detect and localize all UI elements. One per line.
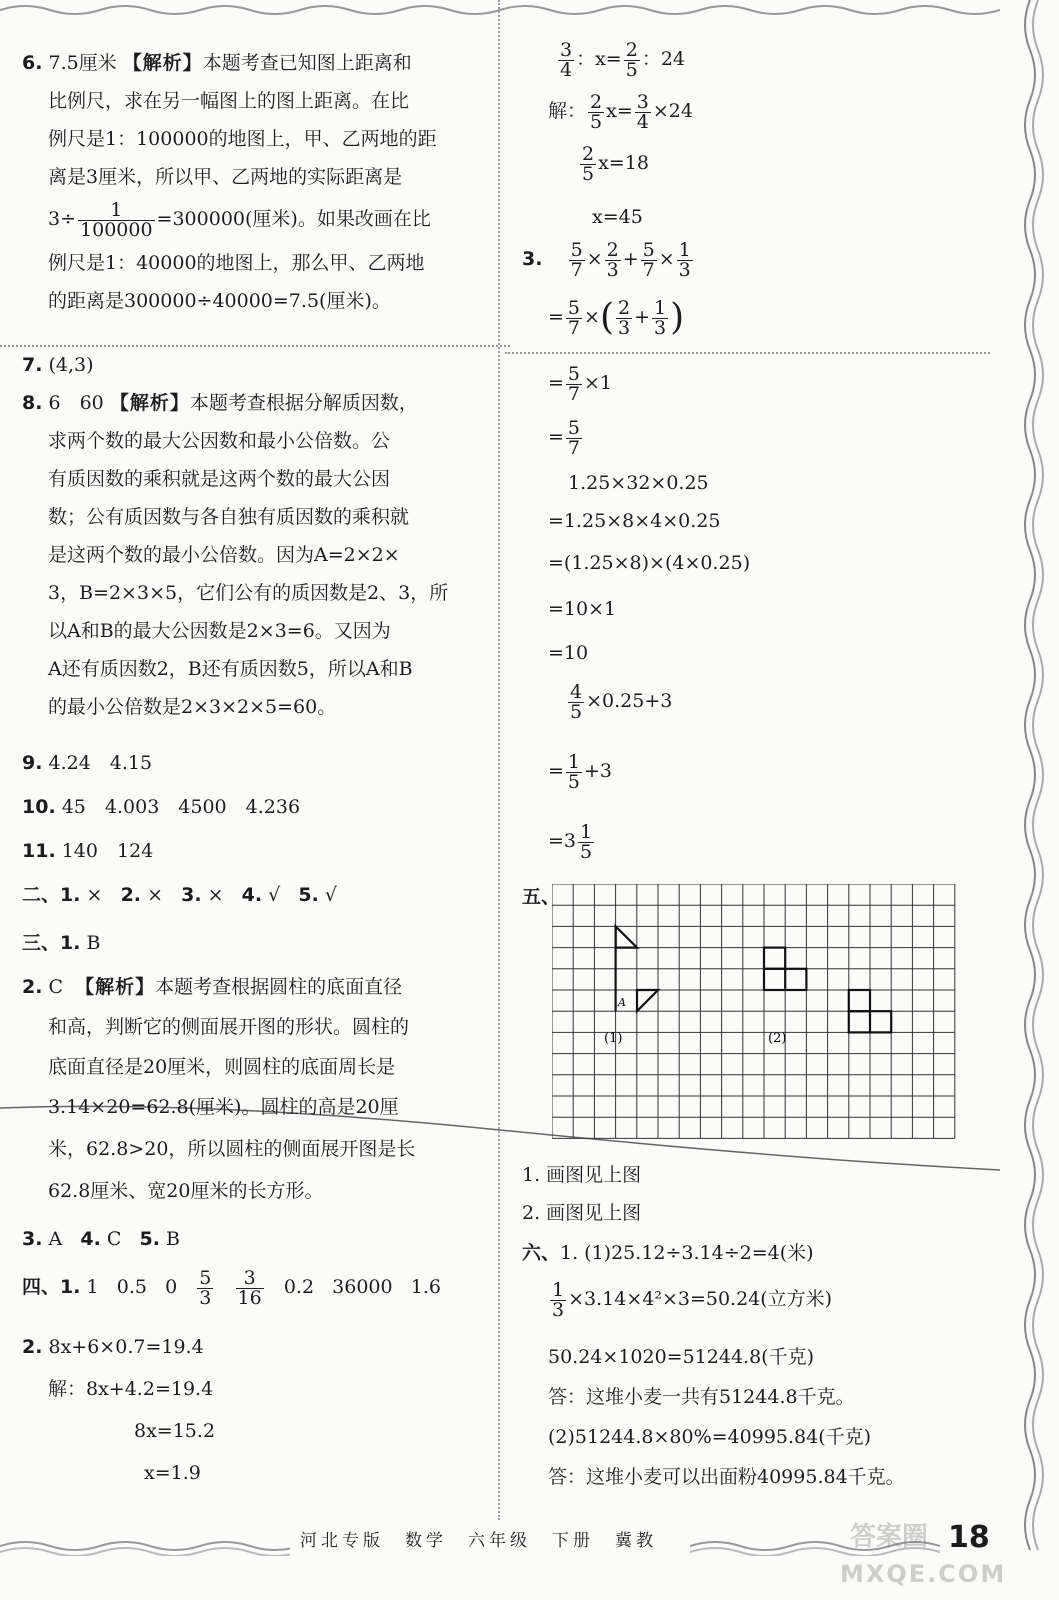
- section-divider-right: [505, 352, 990, 354]
- q3-step: = $\frac{5}{7}$: [548, 416, 581, 459]
- page-number: 18: [948, 1520, 990, 1555]
- s6-volume-line: $\frac{1}{3}$ ×3.14×4²×3=50.24(立方米): [552, 1278, 833, 1321]
- wavy-border-right: [990, 0, 1059, 1600]
- q3-expression: 3. $\frac{5}{7}$ × $\frac{2}{3}$ + $\frac{5}{7}$ × $\frac{1}{3}$: [522, 238, 691, 281]
- q6-line: 例尺是1：100000的地图上，甲、乙两地的距: [48, 128, 437, 150]
- q3-step: =10×1: [548, 598, 617, 620]
- q6-number: 6.: [22, 52, 43, 74]
- s5-answer-2: 2. 画图见上图: [522, 1202, 642, 1224]
- shape-1-upper: [616, 926, 637, 947]
- q3-step: $\frac{4}{5}$ ×0.25+3: [570, 680, 673, 723]
- s6-line: 50.24×1020=51244.8(千克): [548, 1346, 814, 1368]
- s3-line: 62.8厘米、宽20厘米的长方形。: [48, 1180, 324, 1202]
- q8-line: 的最小公倍数是2×3×2×5=60。: [48, 696, 337, 718]
- point-a-label: A: [618, 996, 626, 1009]
- q3-step: = $\frac{1}{5}$ +3: [548, 750, 613, 793]
- q11-number: 11.: [22, 840, 56, 862]
- proportion-line: $\frac{3}{4}$ ：x= $\frac{2}{5}$ ：24: [560, 38, 686, 81]
- wavy-border-top: [0, 0, 1000, 18]
- label-1: (1): [604, 1031, 623, 1046]
- grid-drawing: [552, 884, 972, 1144]
- q3-step: =(1.25×8)×(4×0.25): [548, 552, 751, 574]
- q6-line: 的距离是300000÷40000=7.5(厘米)。: [48, 290, 391, 312]
- s6-line: 答：这堆小麦可以出面粉40995.84千克。: [548, 1466, 905, 1488]
- proportion-step: $\frac{2}{5}$ x=18: [582, 142, 649, 185]
- section-5-label: 五、: [522, 886, 561, 908]
- s3-line: 3.14×20=62.8(厘米)。圆柱的高是20厘: [48, 1096, 399, 1118]
- s3-line: 和高，判断它的侧面展开图的形状。圆柱的: [48, 1016, 410, 1038]
- solution-step: x=1.9: [144, 1462, 201, 1484]
- q2-equation: 8x+6×0.7=19.4: [48, 1336, 204, 1358]
- shape-2-small: [764, 948, 785, 969]
- q3-step: = $\frac{5}{7}$ ×1: [548, 362, 613, 405]
- q10-answer: 45 4.003 4500 4.236: [61, 796, 301, 818]
- section-4: 四、1. 1 0.5 0 $\frac{5}{3}$ $\frac{3}{16}$ 0.2 36000 1.6: [22, 1266, 441, 1309]
- q11-answer: 140 124: [61, 840, 154, 862]
- solution-step: 8x=15.2: [134, 1420, 216, 1442]
- q9-number: 9.: [22, 752, 43, 774]
- q3-step: =3 $\frac{1}{5}$: [548, 820, 593, 863]
- q8-line: 数；公有质因数与各自独有质因数的乘积就: [48, 506, 410, 528]
- fraction: $\frac{1}{100000}$: [80, 198, 153, 241]
- s3-line: 米，62.8>20，所以圆柱的侧面展开图是长: [48, 1138, 416, 1160]
- q6-analysis-tag: 【解析】: [122, 52, 203, 74]
- q8-line: 是这两个数的最小公倍数。因为A=2×2×: [48, 544, 400, 566]
- q8-analysis-tag: 【解析】: [109, 392, 190, 414]
- section-2: 二、1. × 2. × 3. × 4. √ 5. √: [22, 884, 337, 906]
- q8-line: 有质因数的乘积就是这两个数的最大公因: [48, 468, 391, 490]
- q6-line: 本题考查已知图上距离和: [202, 52, 412, 74]
- solution-step: 解：8x+4.2=19.4: [48, 1378, 214, 1400]
- q6-line: 离是3厘米，所以甲、乙两地的实际距离是: [48, 166, 403, 188]
- watermark-url: MXQE.COM: [840, 1560, 1007, 1588]
- q6-answer: 7.5厘米: [48, 52, 117, 74]
- q3-step: = $\frac{5}{7}$ ×( $\frac{2}{3}$ + $\frac{1}{3}$ ): [548, 296, 685, 339]
- label-2: (2): [768, 1031, 787, 1046]
- wavy-border-bottom: [0, 1536, 290, 1556]
- q8-answer: 6 60: [48, 392, 104, 414]
- q8-line: 求两个数的最大公因数和最小公倍数。公: [48, 430, 391, 452]
- q3-step: =1.25×8×4×0.25: [548, 510, 721, 532]
- watermark-logo: 答案圈: [850, 1522, 929, 1552]
- q7-number: 7.: [22, 354, 43, 376]
- q10-number: 10.: [22, 796, 56, 818]
- footer: [0, 1508, 1059, 1600]
- q3-step: 1.25×32×0.25: [568, 472, 709, 494]
- shape-2-large: [849, 990, 870, 1011]
- q3-step: =10: [548, 642, 589, 664]
- shape-1-lower: [637, 990, 658, 1011]
- s6-line: (2)51244.8×80%=40995.84(千克): [548, 1426, 872, 1448]
- section-3: 三、1. B: [22, 932, 101, 954]
- footer-book-info: 河北专版 数学 六年级 下册 冀教: [300, 1531, 657, 1551]
- q8-line: 3，B=2×3×5，它们公有的质因数是2、3，所: [48, 582, 449, 604]
- q6-fraction-line: 3÷ $\frac{1}{100000}$ =300000(厘米)。如果改画在比: [48, 198, 431, 241]
- s6-line: 答：这堆小麦一共有51244.8千克。: [548, 1386, 855, 1408]
- s5-answer-1: 1. 画图见上图: [522, 1164, 642, 1186]
- q6-line: 例尺是1：40000的地图上，那么甲、乙两地: [48, 252, 425, 274]
- q8-line: A还有质因数2，B还有质因数5，所以A和B: [48, 658, 413, 680]
- answer-page: 6. 7.5厘米 【解析】本题考查已知图上距离和 比例尺，求在另一幅图上的图上距离。在比 例尺是1：100000的地图上，甲、乙两地的距 离是3厘米，所以甲、乙两地的实际距离是 3÷ $\frac{1}{100000}$ =300000(厘米)。如果改画在比 例尺是1：40000的地图上，那么甲、乙两地 的距离是300000÷40000=7.5(厘米)。 7. (4,3) 8. 6 60 【解析】本题考查根据分解质因数， 求两个数的最大公因数和最小公倍数。公 有质因数的乘积就是这两个数的最大公因 数；公有质因数与各自独有质因数的乘积就 是这两个数的最小公倍数。因为A=2×2× 3，B=2×3×5，它们公有的质因数是2、3，所 以A和B的最大公因数是2×3=6。又因为 A还有质因数2，B还有质因数5，所以A和B 的最小公倍数是2×3×2×5=60。 9. 4.24 4.15 10. 45 4.003 4500 4.236 11. 140 124 二、1. × 2. × 3. × 4. √ 5. √ 三、1. B 2. C 【解析】本题考查根据圆柱的底面直径 和高，判断它的侧面展开图的形状。圆柱的 底面直径是20厘米，则圆柱的底面周长是 3.14×20=62.8(厘米)。圆柱的高是20厘 米，62.8>20，所以圆柱的侧面展开图是长 62.8厘米、宽20厘米的长方形。 3. A 4. C 5. B 四、1. 1 0.5 0 $\frac{5}{3}$ $\frac{3}{16}$ 0.2 36000 1.6 2. 8x+6×0.7=19.4 解：8x+4.2=19.4 8x=15.2 x=1.9 $\frac{3}{4}$ ：x= $\frac{2}{5}$ ：24 解： $\frac{2}{5}$ x= $\frac{3}{4}$ ×24 $\frac{2}{5}$ x=18 x=45 3. $\frac{5}{7}$ × $\frac{2}{3}$ + $\frac{5}{7}$ × $\frac{1}{3}$ = $\frac{5}{7}$ ×( $\frac{2}{3}$ + $\frac{1}{3}$ ) = $\frac{5}{7}$ ×1 = $\frac{5}{7}$ 1.25×32×0.25 =1.25×8×4×0.25 =(1.25×8)×(4×0.25) =10×1 =10 $\frac{4}{5}$ ×0.25+3 = $\frac{1}{5}$ +3 =3 $\frac{1}{5}$ 五、 A (1) (2) 1. 画图见上图 2. 画图见上图 六、1. (1)25.12÷3.14÷2=4(米) $\frac{1}{3}$ ×3.14×4²×3=50.24(立方米) 50.24×1020=51244.8(千克) 答：这堆小麦一共有51244.8千克。 (2)51244.8×80%=40995.84(千克) 答：这堆小麦可以出面粉40995.84千克。 河北专版 数学 六年级 下册 冀教 答案圈 MXQE.COM 18: [0, 0, 1059, 1600]
- q7-answer: (4,3): [48, 354, 94, 376]
- q6-line: 比例尺，求在另一幅图上的图上距离。在比: [48, 90, 410, 112]
- proportion-result: x=45: [592, 206, 643, 228]
- q9-answer: 4.24 4.15: [48, 752, 153, 774]
- s3-line: 底面直径是20厘米，则圆柱的底面周长是: [48, 1056, 396, 1078]
- section-6-label: 六、: [522, 1242, 561, 1264]
- proportion-step: 解： $\frac{2}{5}$ x= $\frac{3}{4}$ ×24: [548, 90, 693, 133]
- q8-line: 以A和B的最大公因数是2×3=6。又因为: [48, 620, 391, 642]
- q8-number: 8.: [22, 392, 43, 414]
- column-divider: [498, 0, 500, 1520]
- s3-analysis-tag: 【解析】: [75, 976, 156, 998]
